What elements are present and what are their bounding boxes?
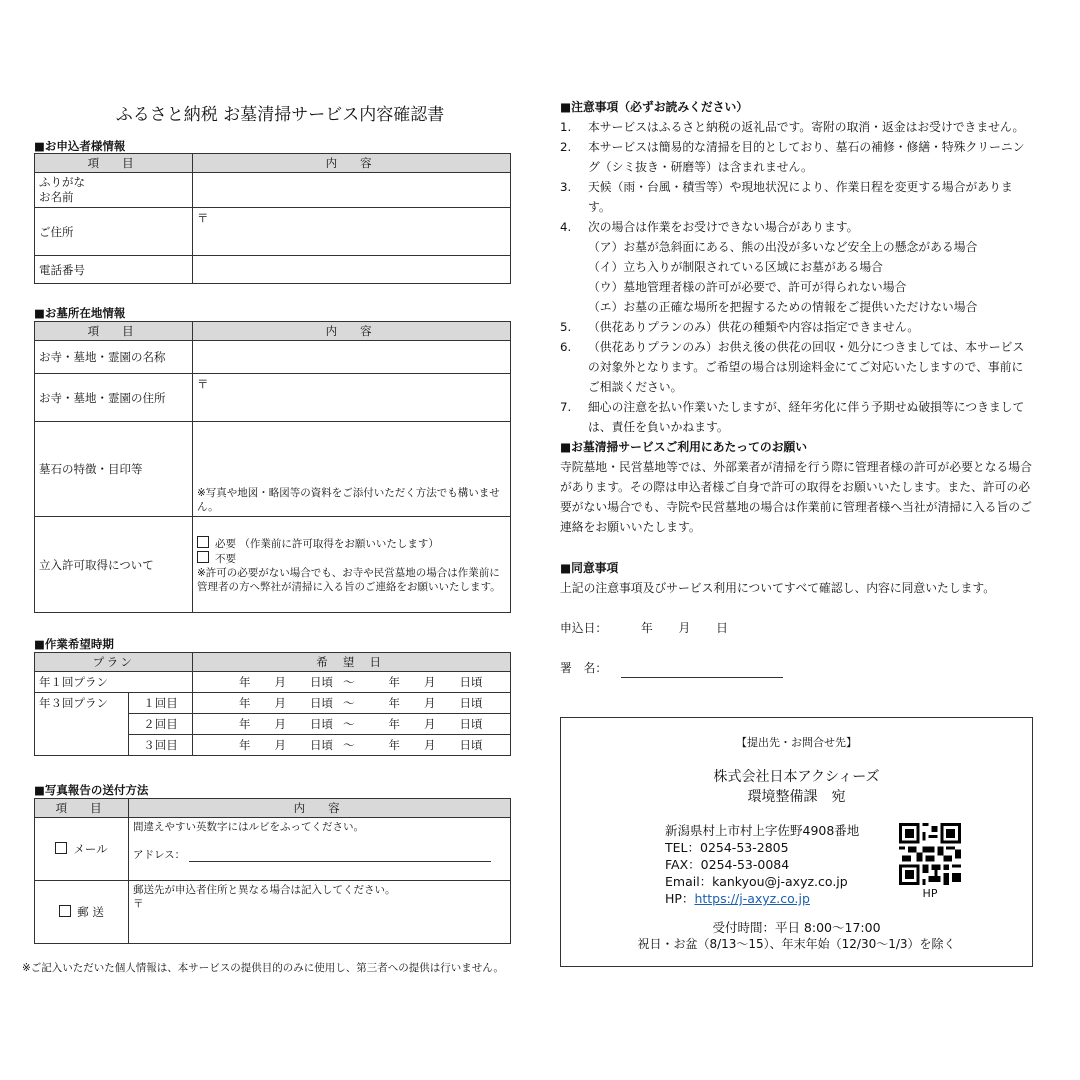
- note-item-1: 1. 本サービスはふるさと納税の返礼品です。寄附の取消・返金はお受けできません。: [560, 120, 1025, 134]
- plan3-dates-1[interactable]: 年 月 日頃 ～ 年 月 日頃: [193, 693, 511, 714]
- applicant-table: [34, 153, 511, 284]
- furigana-label: ふりがな: [39, 175, 85, 189]
- applicant-heading: ■お申込者様情報: [34, 139, 126, 153]
- place-address-field[interactable]: [193, 374, 511, 422]
- tel: TEL：0254-53-2805: [665, 840, 789, 855]
- mail-field: [129, 818, 511, 881]
- note-subitem-b: （イ）立ち入りが制限されている区域にお墓がある場合: [588, 260, 883, 274]
- zip-mark: 〒: [197, 377, 209, 391]
- qr-caption: HP: [922, 887, 938, 900]
- fax: FAX：0254-53-0084: [665, 857, 790, 872]
- department: 環境整備課 宛: [747, 789, 846, 805]
- col-content: 内 容: [193, 154, 511, 173]
- time-3: ３回目: [129, 735, 193, 756]
- place-name-label: お寺・墓地・霊園の名称: [35, 341, 193, 374]
- photo-table: [34, 798, 511, 944]
- note-subitem-d: （エ）お墓の正確な場所を把握するための情報をご提供いただけない場合: [588, 300, 978, 314]
- page-title: ふるさと納税 お墓清掃サービス内容確認書: [115, 105, 445, 125]
- note-item-7: 7. 細心の注意を払い作業いたしますが、経年劣化に伴う予期せぬ破損等につきましては、責任を負いかねます。: [560, 400, 1025, 434]
- plan1-label: 年１回プラン: [35, 672, 193, 693]
- checkbox-icon[interactable]: [55, 842, 67, 854]
- request-text: 寺院墓地・民営墓地等では、外部業者が清掃を行う際に管理者様の許可が必要となる場合があります。その際は申込者様ご自身で許可の取得をお願いいたします。また、許可の必要がない場合でも、寺院や民営墓地の場合は作業前に管理者様へ当社が清掃に入る旨のご連絡をお願いいたします。: [560, 460, 1032, 534]
- checkbox-icon[interactable]: [197, 536, 209, 548]
- address-label: ご住所: [35, 208, 193, 256]
- permit-field: [193, 517, 511, 613]
- post-note: 郵送先が申込者住所と異なる場合は記入してください。: [133, 884, 396, 896]
- col-item: 項 目: [35, 322, 193, 341]
- homepage: HP：https://j-axyz.co.jp: [665, 891, 810, 906]
- col-item: 項 目: [35, 154, 193, 173]
- col-plan: プラン: [35, 653, 193, 672]
- contact-box: [560, 717, 1033, 967]
- mail-note: 間違えやすい英数字にはルビをふってください。: [133, 821, 364, 833]
- post-option[interactable]: 郵 送: [35, 881, 129, 944]
- col-item: 項 目: [35, 799, 129, 818]
- signature-row: [560, 658, 783, 678]
- grave-heading: ■お墓所在地情報: [34, 306, 126, 320]
- photo-heading: ■写真報告の送付方法: [34, 783, 149, 797]
- address-field[interactable]: [193, 208, 511, 256]
- col-content: 内 容: [129, 799, 511, 818]
- grave-table: [34, 321, 511, 613]
- note-item-3: 3. 天候（雨・台風・積雪等）や現地状況により、作業日程を変更する場合があります。: [560, 180, 1013, 214]
- qr-code-icon[interactable]: [899, 823, 961, 885]
- mail-address-row: [133, 848, 506, 862]
- schedule-heading: ■作業希望時期: [34, 637, 114, 651]
- phone-field[interactable]: [193, 256, 511, 284]
- request-section: [560, 437, 1032, 537]
- mail-option[interactable]: メール: [35, 818, 129, 881]
- contact-heading: 【提出先・お問合せ先】: [736, 736, 857, 749]
- date-label: 申込日：: [560, 621, 608, 635]
- permit-noneed-option[interactable]: 不要: [197, 551, 506, 566]
- note-item-4: 4. 次の場合は作業をお受けできない場合があります。 （ア）お墓が急斜面にある、熊の出没が多いなど安全上の懸念がある場合 （イ）立ち入りが制限されている区域にお墓がある場合 （ウ）墓地管理者様の許可が必要で、許可が得られない場合 （エ）お墓の正確な場所を把握するための情報をご提供いただけない場合: [560, 217, 1032, 317]
- place-name-field[interactable]: [193, 341, 511, 374]
- features-field[interactable]: [193, 422, 511, 517]
- features-label: 墓石の特徴・目印等: [35, 422, 193, 517]
- zip-mark: 〒: [197, 211, 209, 225]
- request-heading: ■お墓清掃サービスご利用にあたってのお願い: [560, 440, 808, 454]
- contact-details: [665, 822, 859, 907]
- features-note: ※写真や地図・略図等の資料をご添付いただく方法でも構いません。: [197, 487, 500, 513]
- col-date: 希 望 日: [193, 653, 511, 672]
- privacy-footnote: ※ご記入いただいた個人情報は、本サービスの提供目的のみに使用し、第三者への提供は行いません。: [22, 962, 504, 974]
- plan3-dates-2[interactable]: 年 月 日頃 ～ 年 月 日頃: [193, 714, 511, 735]
- checkbox-icon[interactable]: [197, 551, 209, 563]
- note-subitem-c: （ウ）墓地管理者様の許可が必要で、許可が得られない場合: [588, 280, 907, 294]
- col-content: 内 容: [193, 322, 511, 341]
- holiday-exceptions: 祝日・お盆（8/13～15）、年末年始（12/30～1/3）を除く: [637, 937, 956, 951]
- consent-text: 上記の注意事項及びサービス利用についてすべて確認し、内容に同意いたします。: [560, 581, 996, 595]
- checkbox-icon[interactable]: [59, 905, 71, 917]
- permit-note: ※許可の必要がない場合でも、お寺や民営墓地の場合は作業前に管理者の方へ弊社が清掃に入る旨のご連絡をお願いいたします。: [197, 566, 501, 593]
- time-1: １回目: [129, 693, 193, 714]
- name-field[interactable]: [193, 173, 511, 208]
- application-date-row[interactable]: 申込日： 年 月 日: [560, 621, 728, 635]
- note-item-6: 6. （供花ありプランのみ）お供え後の供花の回収・処分につきましては、本サービスの対象外となります。ご希望の場合は別途料金にてご対応いたしますので、事前にご相談ください。: [560, 340, 1025, 394]
- time-2: ２回目: [129, 714, 193, 735]
- notes-heading: ■注意事項（必ずお読みください）: [560, 100, 749, 114]
- place-address-label: お寺・墓地・霊園の住所: [35, 374, 193, 422]
- company-name: 株式会社日本アクシィーズ: [713, 769, 880, 785]
- note-item-5: 5. （供花ありプランのみ）供花の種類や内容は指定できません。: [560, 320, 920, 334]
- schedule-table: [34, 652, 511, 756]
- signature-label: 署 名：: [560, 661, 608, 675]
- office-hours: 受付時間：平日 8:00～17:00: [712, 920, 881, 935]
- note-item-2: 2. 本サービスは簡易的な清掃を目的としており、墓石の補修・修繕・特殊クリーニング（シミ抜き・研磨等）は含まれません。: [560, 140, 1025, 174]
- notes-section: [560, 97, 1032, 437]
- plan1-dates[interactable]: 年 月 日頃 ～ 年 月 日頃: [193, 672, 511, 693]
- note-subitem-a: （ア）お墓が急斜面にある、熊の出没が多いなど安全上の懸念がある場合: [588, 240, 978, 254]
- email-address-line[interactable]: [189, 849, 491, 862]
- permit-label: 立入許可取得について: [35, 517, 193, 613]
- name-label: [35, 173, 193, 208]
- company-address: 新潟県村上市村上字佐野4908番地: [665, 823, 860, 838]
- signature-line[interactable]: [621, 661, 783, 678]
- full-name-label: お名前: [39, 190, 74, 204]
- plan3-dates-3[interactable]: 年 月 日頃 ～ 年 月 日頃: [193, 735, 511, 756]
- email[interactable]: Email：kankyou@j-axyz.co.jp: [665, 874, 848, 889]
- address-label: アドレス：: [133, 849, 186, 861]
- consent-section: [560, 558, 1032, 598]
- zip-mark: 〒: [133, 898, 144, 910]
- homepage-link[interactable]: https://j-axyz.co.jp: [694, 891, 810, 906]
- consent-heading: ■同意事項: [560, 561, 619, 575]
- post-field[interactable]: [129, 881, 511, 944]
- permit-need-option[interactable]: 必要 （作業前に許可取得をお願いいたします）: [197, 536, 506, 551]
- phone-label: 電話番号: [35, 256, 193, 284]
- plan3-label: 年３回プラン: [35, 693, 129, 756]
